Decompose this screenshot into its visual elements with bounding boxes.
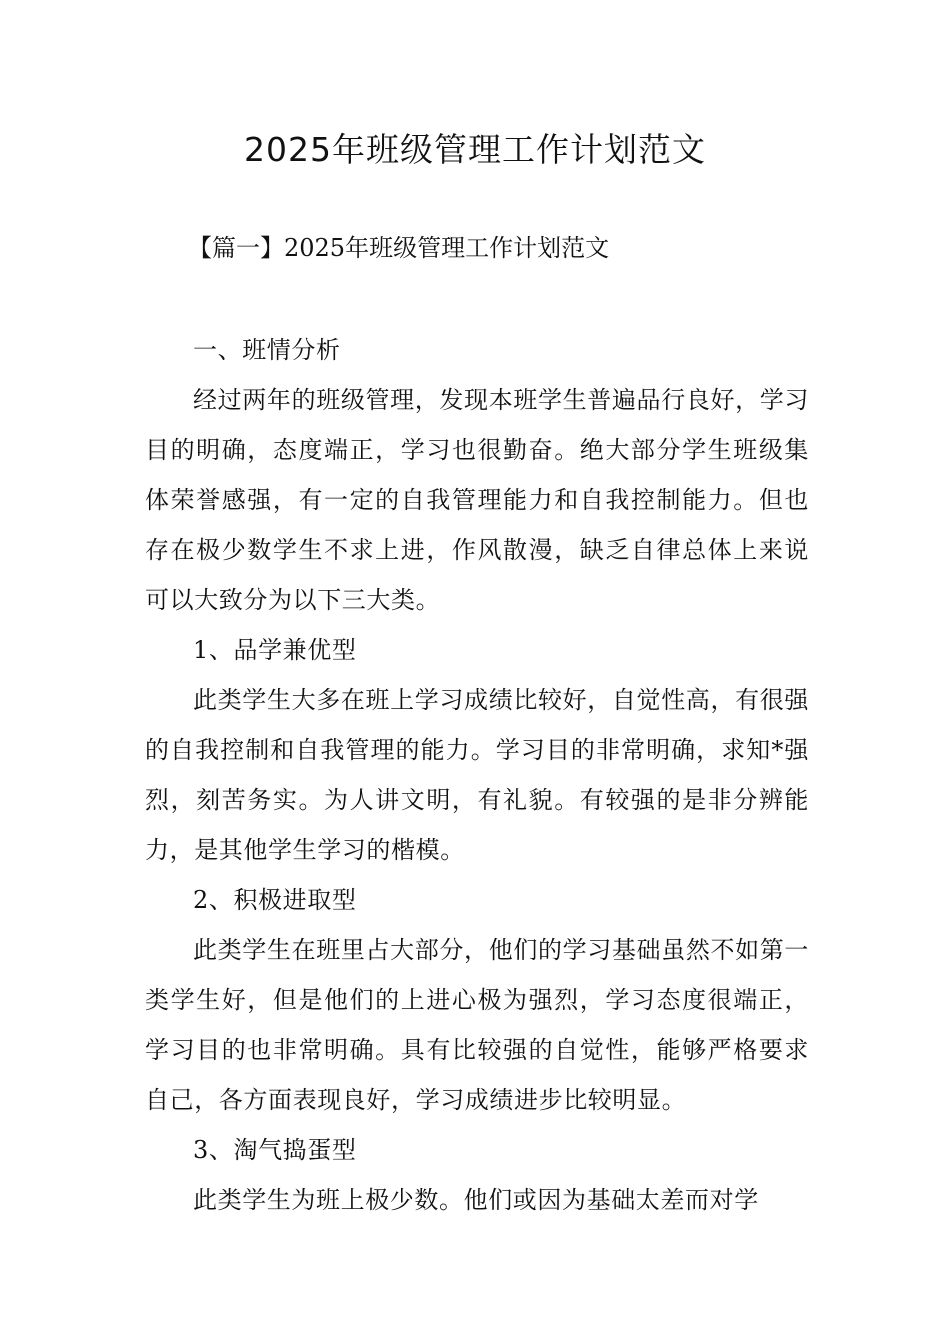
- subheading-type-3: 3、淘气捣蛋型: [193, 1136, 357, 1164]
- subheading-type-2: 2、积极进取型: [193, 886, 357, 914]
- document-subtitle: 【篇一】2025年班级管理工作计划范文: [188, 234, 610, 262]
- section-heading-class-analysis: 一、班情分析: [193, 336, 341, 364]
- paragraph-type-3: 此类学生为班上极少数。他们或因为基础太差而对学: [193, 1186, 759, 1214]
- document-body: [145, 325, 809, 1225]
- paragraph-class-overview: 经过两年的班级管理，发现本班学生普遍品行良好，学习目的明确，态度端正，学习也很勤奋。绝大部分学生班级集体荣誉感强，有一定的自我管理能力和自我控制能力。但也存在极少数学生不求上进，作风散漫，缺乏自律总体上来说可以大致分为以下三大类。: [145, 386, 809, 614]
- paragraph-type-1: 此类学生大多在班上学习成绩比较好，自觉性高，有很强的自我控制和自我管理的能力。学习目的非常明确，求知*强烈，刻苦务实。为人讲文明，有礼貌。有较强的是非分辨能力，是其他学生学习的楷模。: [145, 686, 809, 864]
- paragraph-type-2: 此类学生在班里占大部分，他们的学习基础虽然不如第一类学生好，但是他们的上进心极为强烈，学习态度很端正，学习目的也非常明确。具有比较强的自觉性，能够严格要求自己，各方面表现良好，学习成绩进步比较明显。: [145, 936, 809, 1114]
- document-title: 2025年班级管理工作计划范文: [244, 130, 706, 169]
- subheading-type-1: 1、品学兼优型: [193, 636, 357, 664]
